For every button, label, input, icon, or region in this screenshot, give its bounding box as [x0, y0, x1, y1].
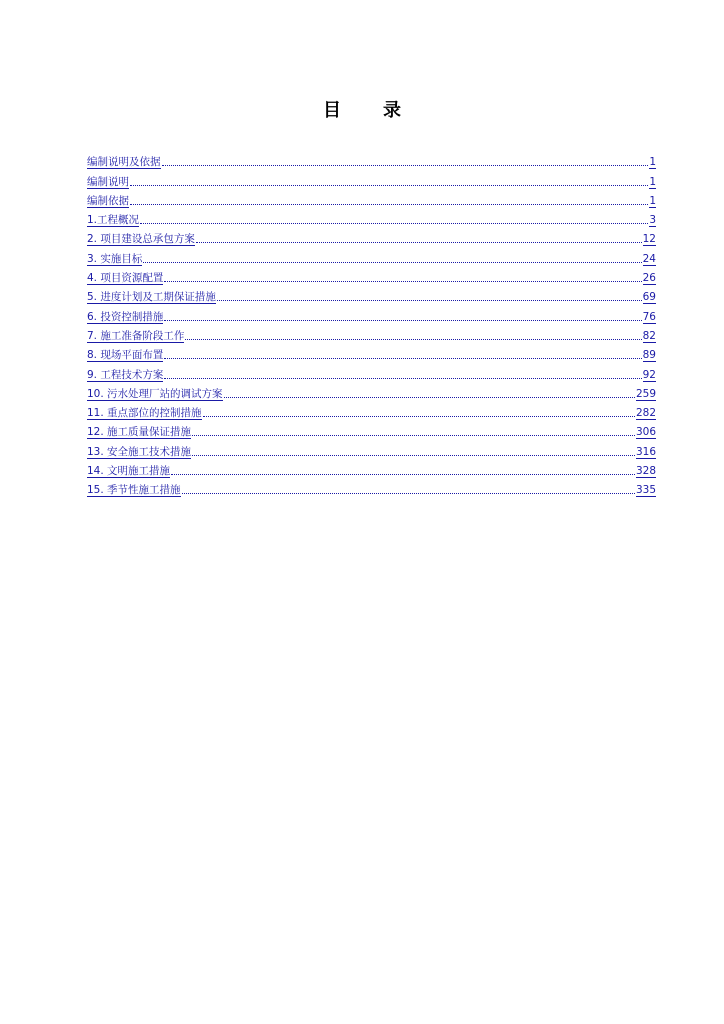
toc-dot-leader	[130, 201, 648, 205]
toc-entry-page-number: 1	[649, 194, 656, 207]
toc-entry-link[interactable]	[87, 459, 656, 478]
toc-entry-link[interactable]	[87, 478, 656, 497]
toc-entry-label: 7. 施工准备阶段工作	[87, 329, 185, 342]
page-title	[0, 96, 724, 122]
toc-entry-page-number: 12	[642, 233, 656, 246]
toc-entry-page-number: 89	[642, 349, 656, 362]
toc-entry-label: 编制说明及依据	[87, 156, 161, 169]
toc-dot-leader	[164, 355, 641, 359]
toc-dot-leader	[162, 162, 649, 166]
toc-entry-label: 2. 项目建设总承包方案	[87, 233, 195, 246]
toc-entry-link[interactable]	[87, 324, 656, 343]
toc-entry-label: 14. 文明施工措施	[87, 465, 171, 478]
toc-entry-page-number: 1	[649, 156, 656, 169]
toc-entry-page-number: 259	[635, 387, 656, 400]
toc-entry-link[interactable]	[87, 150, 656, 169]
toc-entry-label: 13. 安全施工技术措施	[87, 445, 192, 458]
toc-entry-page-number: 26	[642, 272, 656, 285]
toc-entry-page-number: 92	[642, 368, 656, 381]
toc-entry-label: 12. 施工质量保证措施	[87, 426, 192, 439]
toc-entry-page-number: 3	[649, 214, 656, 227]
toc-entry-link[interactable]	[87, 189, 656, 208]
toc-dot-leader	[196, 239, 642, 243]
toc-dot-leader	[192, 432, 635, 436]
toc-entry-page-number: 328	[635, 465, 656, 478]
toc-entry-label: 编制依据	[87, 194, 129, 207]
toc-entry-page-number: 76	[642, 310, 656, 323]
toc-entry-page-number: 82	[642, 329, 656, 342]
toc-entry-link[interactable]	[87, 420, 656, 439]
toc-entry-label: 10. 污水处理厂站的调试方案	[87, 387, 223, 400]
toc-entry-label: 1.工程概况	[87, 214, 140, 227]
toc-entry-page-number: 24	[642, 252, 656, 265]
toc-entry-page-number: 316	[635, 445, 656, 458]
toc-entry-link[interactable]	[87, 401, 656, 420]
toc-dot-leader	[140, 220, 648, 224]
toc-entry-link[interactable]	[87, 304, 656, 323]
toc-dot-leader	[164, 317, 641, 321]
toc-entry-link[interactable]	[87, 343, 656, 362]
title-char-2: 录	[383, 100, 401, 121]
toc-entry-link[interactable]	[87, 208, 656, 227]
toc-entry-page-number: 69	[642, 291, 656, 304]
toc-entry-page-number: 335	[635, 484, 656, 497]
toc-entry-label: 4. 项目资源配置	[87, 272, 164, 285]
toc-entry-link[interactable]	[87, 285, 656, 304]
toc-entry-link[interactable]	[87, 227, 656, 246]
toc-entry-link[interactable]	[87, 169, 656, 188]
toc-dot-leader	[130, 182, 648, 186]
toc-entry-label: 5. 进度计划及工期保证措施	[87, 291, 216, 304]
toc-dot-leader	[171, 471, 635, 475]
toc-entry-page-number: 1	[649, 175, 656, 188]
toc-dot-leader	[203, 413, 635, 417]
toc-entry-page-number: 282	[635, 407, 656, 420]
toc-entry-label: 6. 投资控制措施	[87, 310, 164, 323]
toc-dot-leader	[143, 259, 641, 263]
toc-dot-leader	[164, 278, 641, 282]
toc-entry-link[interactable]	[87, 439, 656, 458]
toc-dot-leader	[192, 452, 635, 456]
toc-entry-page-number: 306	[635, 426, 656, 439]
toc-entry-label: 3. 实施目标	[87, 252, 143, 265]
toc-entry-label: 编制说明	[87, 175, 129, 188]
toc-dot-leader	[185, 336, 641, 340]
toc-entry-label: 8. 现场平面布置	[87, 349, 164, 362]
toc-dot-leader	[217, 297, 642, 301]
toc-entry-label: 11. 重点部位的控制措施	[87, 407, 202, 420]
toc-dot-leader	[182, 490, 635, 494]
toc-dot-leader	[224, 394, 635, 398]
title-char-1: 目	[323, 100, 341, 121]
toc-entry-link[interactable]	[87, 362, 656, 381]
toc-dot-leader	[164, 375, 641, 379]
toc-entry-label: 9. 工程技术方案	[87, 368, 164, 381]
toc-entry-link[interactable]	[87, 246, 656, 265]
toc-entry-label: 15. 季节性施工措施	[87, 484, 181, 497]
table-of-contents	[87, 150, 656, 497]
toc-entry-link[interactable]	[87, 382, 656, 401]
toc-entry-link[interactable]	[87, 266, 656, 285]
